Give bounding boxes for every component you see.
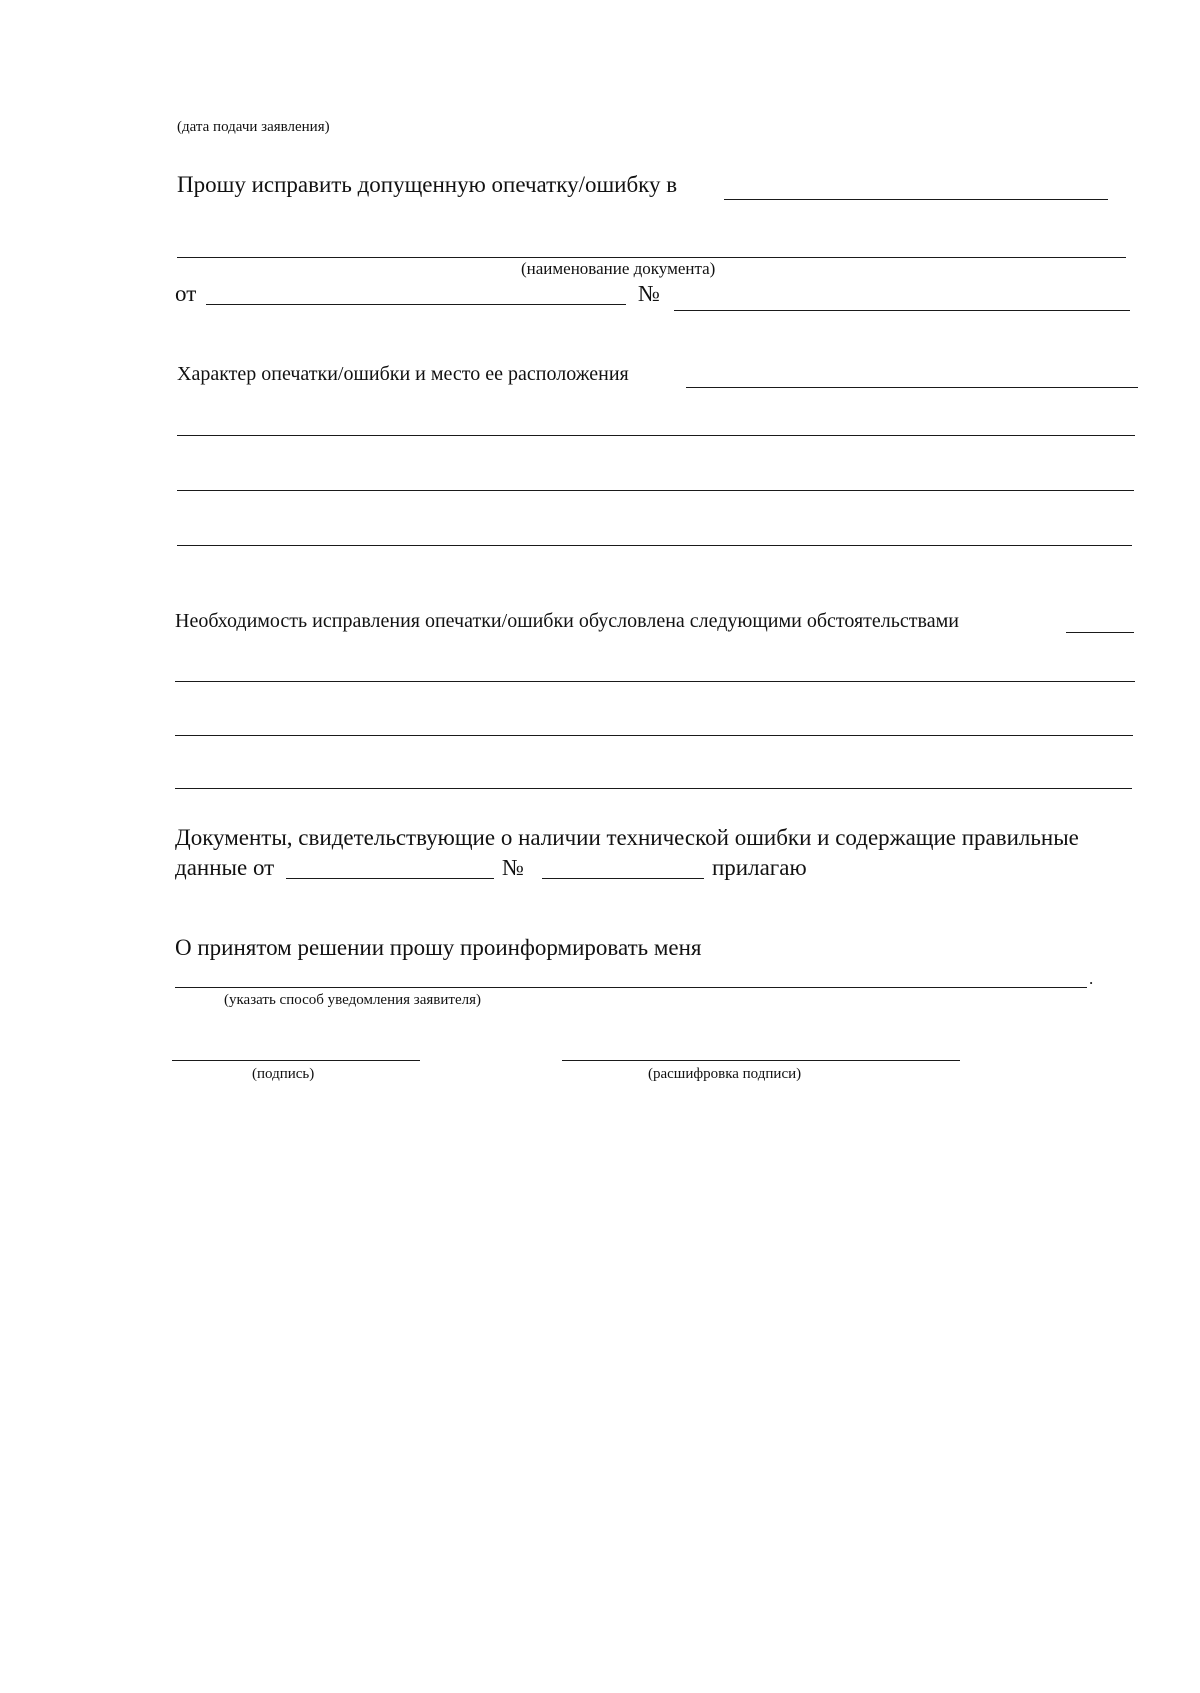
inform-period: .: [1089, 969, 1094, 988]
documents-date-field[interactable]: [286, 878, 494, 879]
documents-number-label: №: [502, 855, 524, 880]
signature-decoding-caption: (расшифровка подписи): [648, 1066, 802, 1082]
error-nature-label: Характер опечатки/ошибки и место ее расположения: [177, 363, 629, 385]
error-nature-line-3[interactable]: [177, 490, 1134, 491]
error-nature-field[interactable]: [686, 387, 1138, 388]
from-label: от: [175, 281, 197, 306]
document-date-field[interactable]: [206, 304, 626, 305]
documents-text-line1: Документы, свидетельствующие о наличии технической ошибки и содержащие правильные: [175, 825, 1079, 850]
number-label: №: [638, 281, 660, 306]
notification-method-caption: (указать способ уведомления заявителя): [224, 992, 481, 1008]
notification-method-field[interactable]: [175, 987, 1087, 988]
document-name-field[interactable]: [177, 257, 1126, 258]
document-type-field[interactable]: [724, 199, 1108, 200]
document-number-field[interactable]: [674, 310, 1130, 311]
necessity-line-2[interactable]: [175, 681, 1135, 682]
inform-text: О принятом решении прошу проинформировать меня: [175, 935, 702, 960]
necessity-field[interactable]: [1066, 632, 1134, 633]
date-caption: (дата подачи заявления): [177, 119, 330, 135]
signature-caption: (подпись): [252, 1066, 315, 1082]
documents-from-label: данные от: [175, 855, 275, 880]
document-name-caption: (наименование документа): [521, 259, 716, 278]
documents-attach-label: прилагаю: [712, 855, 807, 880]
necessity-line-3[interactable]: [175, 735, 1133, 736]
documents-number-field[interactable]: [542, 878, 704, 879]
request-text: Прошу исправить допущенную опечатку/ошибку в: [177, 172, 678, 197]
necessity-label: Необходимость исправления опечатки/ошибки обусловлена следующими обстоятельствами: [175, 610, 959, 632]
error-nature-line-4[interactable]: [177, 545, 1132, 546]
signature-decoding-field[interactable]: [562, 1060, 960, 1061]
necessity-line-4[interactable]: [175, 788, 1132, 789]
signature-field[interactable]: [172, 1060, 420, 1061]
error-nature-line-2[interactable]: [177, 435, 1135, 436]
